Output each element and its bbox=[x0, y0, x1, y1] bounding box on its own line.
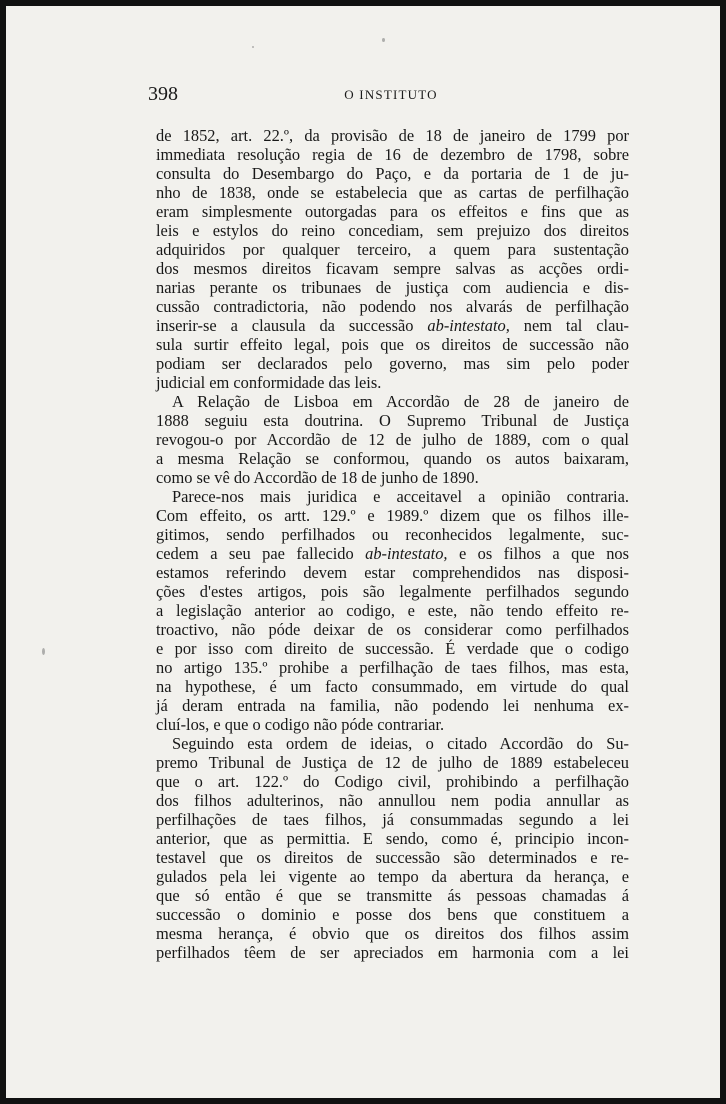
text-run: e por isso com direito de successão. É verdade que o codigo bbox=[156, 639, 629, 658]
text-run: Com effeito, os artt. 129.º e 1989.º dizem que os filhos ille- bbox=[156, 506, 629, 525]
text-line bbox=[156, 696, 629, 715]
text-run: cluí-los, e que o codigo não póde contrariar. bbox=[156, 715, 445, 734]
text-line bbox=[156, 829, 629, 848]
text-run: sula surtir effeito legal, pois que os direitos de successão não bbox=[156, 335, 629, 354]
text-line bbox=[156, 126, 629, 145]
text-line bbox=[156, 677, 629, 696]
text-run: que o art. 122.º do Codigo civil, prohibindo a perfilhação bbox=[156, 772, 629, 791]
text-run: de 1852, art. 22.º, da provisão de 18 de janeiro de 1799 por bbox=[156, 126, 629, 145]
running-title: O INSTITUTO bbox=[344, 87, 438, 102]
text-run: nho de 1838, onde se estabelecia que as cartas de perfilhação bbox=[156, 183, 629, 202]
text-run: na hypothese, é um facto consummado, em virtude do qual bbox=[156, 677, 629, 696]
italic-term: ab-intestato, bbox=[365, 544, 448, 563]
text-run: já deram entrada na familia, não podendo lei nenhuma ex- bbox=[156, 696, 629, 715]
text-run: cussão contradictoria, não podendo nos alvarás de perfilhação bbox=[156, 297, 629, 316]
text-run: gitimos, sendo perfilhados ou reconhecidos legalmente, suc- bbox=[156, 525, 629, 544]
text-line bbox=[156, 411, 629, 430]
body-text bbox=[156, 126, 629, 962]
text-run: successão o dominio e posse dos bens que constituem a bbox=[156, 905, 629, 924]
text-run: dos mesmos direitos ficavam sempre salvas as acções ordi- bbox=[156, 259, 629, 278]
text-run: perfilhados têem de ser apreciados em harmonia com a lei bbox=[156, 943, 629, 962]
text-run: 1888 seguiu esta doutrina. O Supremo Tribunal de Justiça bbox=[156, 411, 629, 430]
text-run: ções d'estes artigos, pois são legalmente perfilhados segundo bbox=[156, 582, 629, 601]
text-run: inserir-se a clausula da successão bbox=[156, 316, 428, 335]
text-line bbox=[156, 791, 629, 810]
text-run: que só então é que se transmitte ás pessoas chamadas á bbox=[156, 886, 629, 905]
text-line bbox=[156, 468, 629, 487]
text-line bbox=[156, 753, 629, 772]
text-line bbox=[156, 354, 629, 373]
text-run: adquiridos por qualquer terceiro, a quem para sustentação bbox=[156, 240, 629, 259]
text-line bbox=[156, 867, 629, 886]
text-run: troactivo, não póde deixar de os considerar como perfilhados bbox=[156, 620, 629, 639]
text-run: cedem a seu pae fallecido bbox=[156, 544, 366, 563]
text-run: Parece-nos mais juridica e acceitavel a opinião contraria. bbox=[172, 487, 629, 506]
text-line bbox=[156, 582, 629, 601]
text-run: premo Tribunal de Justiça de 12 de julho de 1889 estabeleceu bbox=[156, 753, 629, 772]
text-run: como se vê do Accordão de 18 de junho de 1890. bbox=[156, 468, 479, 487]
text-line bbox=[156, 430, 629, 449]
text-line bbox=[156, 848, 629, 867]
text-run: judicial em conformidade das leis. bbox=[156, 373, 382, 392]
text-run: a legislação anterior ao codigo, e este, não tendo effeito re- bbox=[156, 601, 629, 620]
text-line bbox=[156, 772, 629, 791]
text-line bbox=[156, 886, 629, 905]
text-line bbox=[156, 183, 629, 202]
text-run: leis e estylos do reino concediam, sem prejuizo dos direitos bbox=[156, 221, 629, 240]
text-line bbox=[156, 240, 629, 259]
text-line bbox=[156, 905, 629, 924]
text-line bbox=[156, 202, 629, 221]
paper-speck bbox=[382, 38, 385, 42]
text-line bbox=[156, 601, 629, 620]
text-line bbox=[156, 316, 629, 335]
text-line bbox=[156, 639, 629, 658]
text-line bbox=[156, 658, 629, 677]
text-line bbox=[156, 278, 629, 297]
paper-speck bbox=[252, 46, 254, 48]
text-run: anterior, que as permittia. E sendo, como é, principio incon- bbox=[156, 829, 629, 848]
text-run: podiam ser declarados pelo governo, mas sim pelo poder bbox=[156, 354, 629, 373]
text-run: nem tal clau- bbox=[509, 316, 629, 335]
text-line bbox=[156, 392, 629, 411]
text-line bbox=[156, 525, 629, 544]
text-run: gulados pela lei vigente ao tempo da abertura da herança, e bbox=[156, 867, 629, 886]
text-run: consulta do Desembargo do Paço, e da portaria de 1 de ju- bbox=[156, 164, 629, 183]
text-line bbox=[156, 810, 629, 829]
text-run: mesma herança, é obvio que os direitos dos filhos assim bbox=[156, 924, 629, 943]
text-run: testavel que os direitos de successão são determinados e re- bbox=[156, 848, 629, 867]
text-line bbox=[156, 734, 629, 753]
text-line bbox=[156, 221, 629, 240]
text-line bbox=[156, 487, 629, 506]
text-line bbox=[156, 145, 629, 164]
text-run: revogou-o por Accordão de 12 de julho de 1889, com o qual bbox=[156, 430, 629, 449]
text-run: A Relação de Lisboa em Accordão de 28 de janeiro de bbox=[172, 392, 629, 411]
text-line bbox=[156, 563, 629, 582]
text-line bbox=[156, 335, 629, 354]
page-header bbox=[148, 82, 634, 112]
text-line bbox=[156, 715, 629, 734]
text-run: eram simplesmente outorgadas para os effeitos e fins que as bbox=[156, 202, 629, 221]
text-line bbox=[156, 164, 629, 183]
text-run: immediata resolução regia de 16 de dezembro de 1798, sobre bbox=[156, 145, 629, 164]
text-run: estamos referindo devem estar comprehendidos nas disposi- bbox=[156, 563, 629, 582]
text-run: Seguindo esta ordem de ideias, o citado Accordão do Su- bbox=[172, 734, 629, 753]
text-line bbox=[156, 620, 629, 639]
text-run: no artigo 135.º prohibe a perfilhação de taes filhos, mas esta, bbox=[156, 658, 629, 677]
page-number: 398 bbox=[148, 83, 178, 105]
text-line bbox=[156, 544, 629, 563]
text-line bbox=[156, 373, 629, 392]
paper-speck bbox=[42, 648, 45, 655]
italic-term: ab-intestato, bbox=[427, 316, 510, 335]
text-line bbox=[156, 943, 629, 962]
text-run: e os filhos a que nos bbox=[447, 544, 629, 563]
text-line bbox=[156, 297, 629, 316]
text-line bbox=[156, 259, 629, 278]
text-line bbox=[156, 506, 629, 525]
text-line bbox=[156, 449, 629, 468]
text-line bbox=[156, 924, 629, 943]
text-run: narias perante os tribunaes de justiça com audiencia e dis- bbox=[156, 278, 629, 297]
text-run: a mesma Relação se conformou, quando os autos baixaram, bbox=[156, 449, 629, 468]
text-run: perfilhações de taes filhos, já consummadas segundo a lei bbox=[156, 810, 629, 829]
text-run: dos filhos adulterinos, não annullou nem podia annullar as bbox=[156, 791, 629, 810]
